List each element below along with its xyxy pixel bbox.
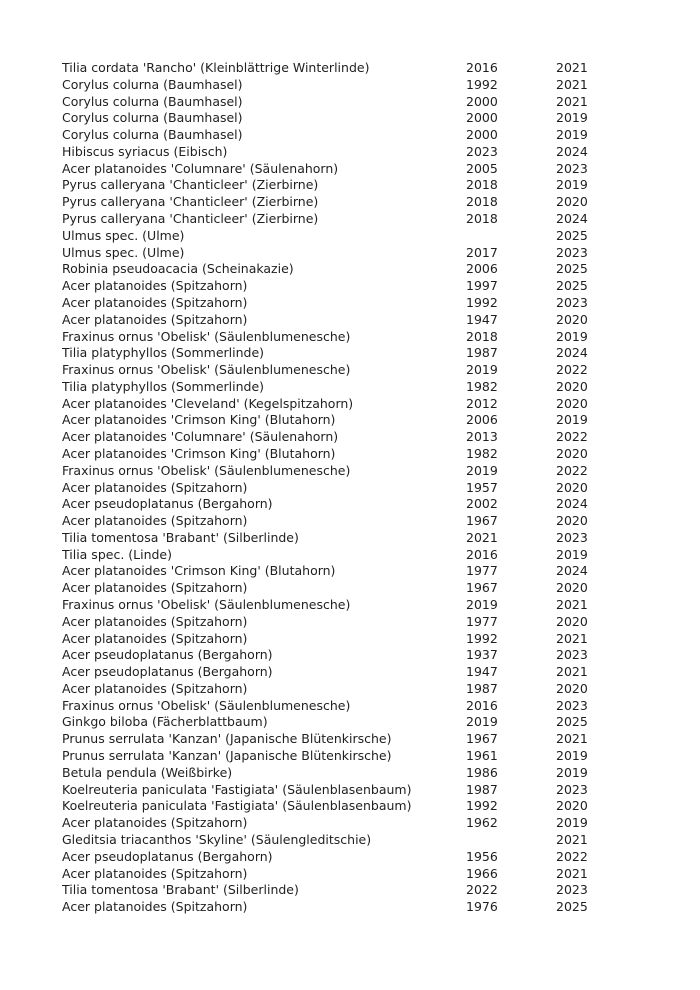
table-row: [62, 127, 700, 144]
table-row: [62, 647, 700, 664]
table-row: [62, 161, 700, 178]
table-row: [62, 664, 700, 681]
year-second: 2021: [556, 731, 588, 747]
species-name: Acer platanoides (Spitzahorn): [62, 513, 248, 529]
table-row: [62, 396, 700, 413]
year-first: 1937: [466, 647, 498, 663]
table-row: [62, 782, 700, 799]
table-row: [62, 731, 700, 748]
year-second: 2021: [556, 597, 588, 612]
year-first: 1956: [466, 848, 498, 864]
table-row: [62, 563, 700, 580]
year-second: 2020: [556, 311, 588, 327]
year-second: 2020: [556, 445, 588, 461]
species-name: Corylus colurna (Baumhasel): [62, 93, 243, 109]
species-name: Pyrus calleryana 'Chanticleer' (Zierbirne): [62, 211, 319, 227]
year-second: 2020: [556, 680, 588, 696]
species-name: Acer platanoides (Spitzahorn): [62, 630, 248, 646]
year-first: 1957: [466, 479, 498, 495]
year-second: 2024: [556, 345, 588, 361]
year-second: 2022: [556, 429, 588, 445]
year-second: 2022: [556, 462, 588, 478]
table-row: [62, 580, 700, 597]
table-row: [62, 312, 700, 329]
table-row: [62, 530, 700, 547]
year-first: 2017: [466, 244, 498, 260]
species-name: Acer platanoides 'Crimson King' (Blutahorn): [62, 445, 336, 461]
table-row: [62, 496, 700, 513]
year-first: 2000: [466, 110, 498, 126]
species-name: Pyrus calleryana 'Chanticleer' (Zierbirne): [62, 177, 319, 193]
table-row: [62, 261, 700, 278]
year-first: 1947: [466, 664, 498, 680]
species-name: Fraxinus ornus 'Obelisk' (Säulenblumenesche): [62, 362, 351, 378]
species-name: Acer platanoides (Spitzahorn): [62, 899, 248, 915]
species-name: Koelreuteria paniculata 'Fastigiata' (Säulenblasenbaum): [62, 781, 412, 797]
year-second: 2023: [556, 882, 588, 898]
table-row: [62, 446, 700, 463]
species-name: Gleditsia triacanthos 'Skyline' (Säulengleditschie): [62, 831, 372, 847]
species-name: Acer platanoides (Spitzahorn): [62, 613, 248, 629]
year-second: 2020: [556, 513, 588, 529]
table-row: [62, 748, 700, 765]
year-second: 2023: [556, 294, 588, 310]
species-name: Acer pseudoplatanus (Bergahorn): [62, 664, 273, 680]
species-name: Ulmus spec. (Ulme): [62, 227, 185, 243]
table-row: [62, 698, 700, 715]
table-row: [62, 177, 700, 194]
year-second: 2019: [556, 110, 588, 126]
year-second: 2021: [556, 93, 588, 109]
year-first: 1986: [466, 764, 498, 780]
year-second: 2020: [556, 479, 588, 495]
year-first: 1967: [466, 731, 498, 747]
year-first: 2016: [466, 60, 498, 75]
year-first: 1976: [466, 899, 498, 915]
table-row: [62, 614, 700, 631]
year-first: 2019: [466, 597, 498, 612]
year-first: 1987: [466, 781, 498, 797]
species-name: Tilia cordata 'Rancho' (Kleinblättrige Winterlinde): [62, 60, 370, 75]
year-second: 2021: [556, 831, 588, 847]
year-first: 1992: [466, 76, 498, 92]
species-name: Acer platanoides 'Columnare' (Säulenahorn): [62, 160, 339, 176]
year-first: 2021: [466, 529, 498, 545]
species-name: Corylus colurna (Baumhasel): [62, 127, 243, 143]
year-second: 2019: [556, 177, 588, 193]
year-second: 2024: [556, 496, 588, 512]
species-name: Acer platanoides (Spitzahorn): [62, 815, 248, 831]
year-second: 2019: [556, 127, 588, 143]
year-first: 1992: [466, 630, 498, 646]
year-second: 2020: [556, 580, 588, 596]
table-row: [62, 480, 700, 497]
species-name: Tilia platyphyllos (Sommerlinde): [62, 345, 265, 361]
year-second: 2025: [556, 278, 588, 294]
year-second: 2021: [556, 60, 588, 75]
table-row: [62, 144, 700, 161]
table-row: [62, 513, 700, 530]
year-second: 2019: [556, 764, 588, 780]
year-first: 2018: [466, 177, 498, 193]
year-first: 1947: [466, 311, 498, 327]
year-second: 2021: [556, 664, 588, 680]
year-first: 2019: [466, 362, 498, 378]
table-row: [62, 345, 700, 362]
table-row: [62, 194, 700, 211]
species-name: Prunus serrulata 'Kanzan' (Japanische Blütenkirsche): [62, 731, 392, 747]
table-row: [62, 463, 700, 480]
table-row: [62, 77, 700, 94]
species-name: Hibiscus syriacus (Eibisch): [62, 143, 228, 159]
year-second: 2023: [556, 647, 588, 663]
year-first: 1992: [466, 798, 498, 814]
year-second: 2023: [556, 697, 588, 713]
year-first: 1982: [466, 445, 498, 461]
year-first: 1962: [466, 815, 498, 831]
species-name: Robinia pseudoacacia (Scheinakazie): [62, 261, 294, 277]
table-row: [62, 278, 700, 295]
year-first: 2000: [466, 93, 498, 109]
table-row: [62, 866, 700, 883]
table-row: [62, 631, 700, 648]
year-second: 2020: [556, 798, 588, 814]
year-second: 2022: [556, 362, 588, 378]
year-first: 1977: [466, 563, 498, 579]
year-first: 2019: [466, 714, 498, 730]
year-first: 2019: [466, 462, 498, 478]
species-name: Tilia platyphyllos (Sommerlinde): [62, 378, 265, 394]
table-row: [62, 597, 700, 614]
species-name: Acer pseudoplatanus (Bergahorn): [62, 848, 273, 864]
year-second: 2020: [556, 613, 588, 629]
table-row: [62, 245, 700, 262]
species-name: Acer platanoides (Spitzahorn): [62, 680, 248, 696]
year-first: 2018: [466, 194, 498, 210]
year-first: 2018: [466, 211, 498, 227]
year-second: 2020: [556, 194, 588, 210]
species-name: Corylus colurna (Baumhasel): [62, 76, 243, 92]
species-name: Acer platanoides 'Crimson King' (Blutahorn): [62, 563, 336, 579]
year-first: 1966: [466, 865, 498, 881]
table-row: [62, 94, 700, 111]
species-name: Acer platanoides (Spitzahorn): [62, 580, 248, 596]
species-name: Tilia tomentosa 'Brabant' (Silberlinde): [62, 529, 299, 545]
year-first: 1967: [466, 513, 498, 529]
species-name: Prunus serrulata 'Kanzan' (Japanische Blütenkirsche): [62, 748, 392, 764]
species-name: Corylus colurna (Baumhasel): [62, 110, 243, 126]
year-second: 2019: [556, 748, 588, 764]
year-first: 1987: [466, 680, 498, 696]
year-second: 2019: [556, 546, 588, 562]
year-second: 2021: [556, 630, 588, 646]
table-row: [62, 362, 700, 379]
species-name: Acer platanoides (Spitzahorn): [62, 479, 248, 495]
year-first: 1997: [466, 278, 498, 294]
year-first: 1982: [466, 378, 498, 394]
year-second: 2025: [556, 227, 588, 243]
year-second: 2021: [556, 865, 588, 881]
table-row: [62, 295, 700, 312]
year-second: 2023: [556, 160, 588, 176]
species-name: Acer platanoides (Spitzahorn): [62, 311, 248, 327]
year-first: 2002: [466, 496, 498, 512]
year-second: 2021: [556, 76, 588, 92]
year-first: 1967: [466, 580, 498, 596]
species-name: Acer pseudoplatanus (Bergahorn): [62, 496, 273, 512]
table-row: [62, 547, 700, 564]
species-name: Betula pendula (Weißbirke): [62, 764, 233, 780]
table-row: [62, 379, 700, 396]
table-row: [62, 765, 700, 782]
table-row: [62, 899, 700, 916]
species-name: Acer platanoides 'Cleveland' (Kegelspitzahorn): [62, 395, 354, 411]
year-first: 2022: [466, 882, 498, 898]
year-first: 2018: [466, 328, 498, 344]
year-second: 2019: [556, 412, 588, 428]
table-row: [62, 832, 700, 849]
species-name: Koelreuteria paniculata 'Fastigiata' (Säulenblasenbaum): [62, 798, 412, 814]
table-row: [62, 882, 700, 899]
species-name: Fraxinus ornus 'Obelisk' (Säulenblumenesche): [62, 328, 351, 344]
table-row: [62, 211, 700, 228]
table-row: [62, 429, 700, 446]
table-row: [62, 412, 700, 429]
year-second: 2019: [556, 328, 588, 344]
year-second: 2023: [556, 529, 588, 545]
year-first: 2016: [466, 546, 498, 562]
year-first: 2023: [466, 143, 498, 159]
species-name: Pyrus calleryana 'Chanticleer' (Zierbirne): [62, 194, 319, 210]
year-first: 1977: [466, 613, 498, 629]
year-second: 2024: [556, 211, 588, 227]
species-name: Tilia tomentosa 'Brabant' (Silberlinde): [62, 882, 299, 898]
table-row: [62, 329, 700, 346]
species-name: Acer platanoides (Spitzahorn): [62, 294, 248, 310]
species-name: Acer pseudoplatanus (Bergahorn): [62, 647, 273, 663]
year-first: 2012: [466, 395, 498, 411]
species-name: Acer platanoides 'Columnare' (Säulenahorn): [62, 429, 339, 445]
year-second: 2025: [556, 899, 588, 915]
species-name: Ginkgo biloba (Fächerblattbaum): [62, 714, 268, 730]
table-row: [62, 681, 700, 698]
year-second: 2020: [556, 395, 588, 411]
year-first: 1992: [466, 294, 498, 310]
year-second: 2020: [556, 378, 588, 394]
year-first: [466, 832, 556, 849]
year-first: 2005: [466, 160, 498, 176]
year-second: 2024: [556, 563, 588, 579]
year-first: 2006: [466, 261, 498, 277]
year-second: 2023: [556, 781, 588, 797]
year-second: 2022: [556, 848, 588, 864]
year-first: [466, 228, 556, 245]
table-row: [62, 714, 700, 731]
tree-table: [62, 60, 700, 916]
table-row: [62, 798, 700, 815]
table-row: [62, 110, 700, 127]
species-name: Acer platanoides 'Crimson King' (Blutahorn): [62, 412, 336, 428]
species-name: Ulmus spec. (Ulme): [62, 244, 185, 260]
species-name: Acer platanoides (Spitzahorn): [62, 278, 248, 294]
table-row: [62, 815, 700, 832]
species-name: Acer platanoides (Spitzahorn): [62, 865, 248, 881]
year-first: 2006: [466, 412, 498, 428]
year-first: 1987: [466, 345, 498, 361]
year-first: 2016: [466, 697, 498, 713]
year-second: 2025: [556, 714, 588, 730]
year-second: 2024: [556, 143, 588, 159]
species-name: Fraxinus ornus 'Obelisk' (Säulenblumenesche): [62, 697, 351, 713]
year-first: 2013: [466, 429, 498, 445]
year-first: 2000: [466, 127, 498, 143]
species-name: Fraxinus ornus 'Obelisk' (Säulenblumenesche): [62, 597, 351, 612]
year-second: 2025: [556, 261, 588, 277]
year-second: 2019: [556, 815, 588, 831]
table-row: [62, 60, 700, 77]
year-first: 1961: [466, 748, 498, 764]
species-name: Tilia spec. (Linde): [62, 546, 172, 562]
species-name: Fraxinus ornus 'Obelisk' (Säulenblumenesche): [62, 462, 351, 478]
year-second: 2023: [556, 244, 588, 260]
table-row: [62, 228, 700, 245]
table-row: [62, 849, 700, 866]
